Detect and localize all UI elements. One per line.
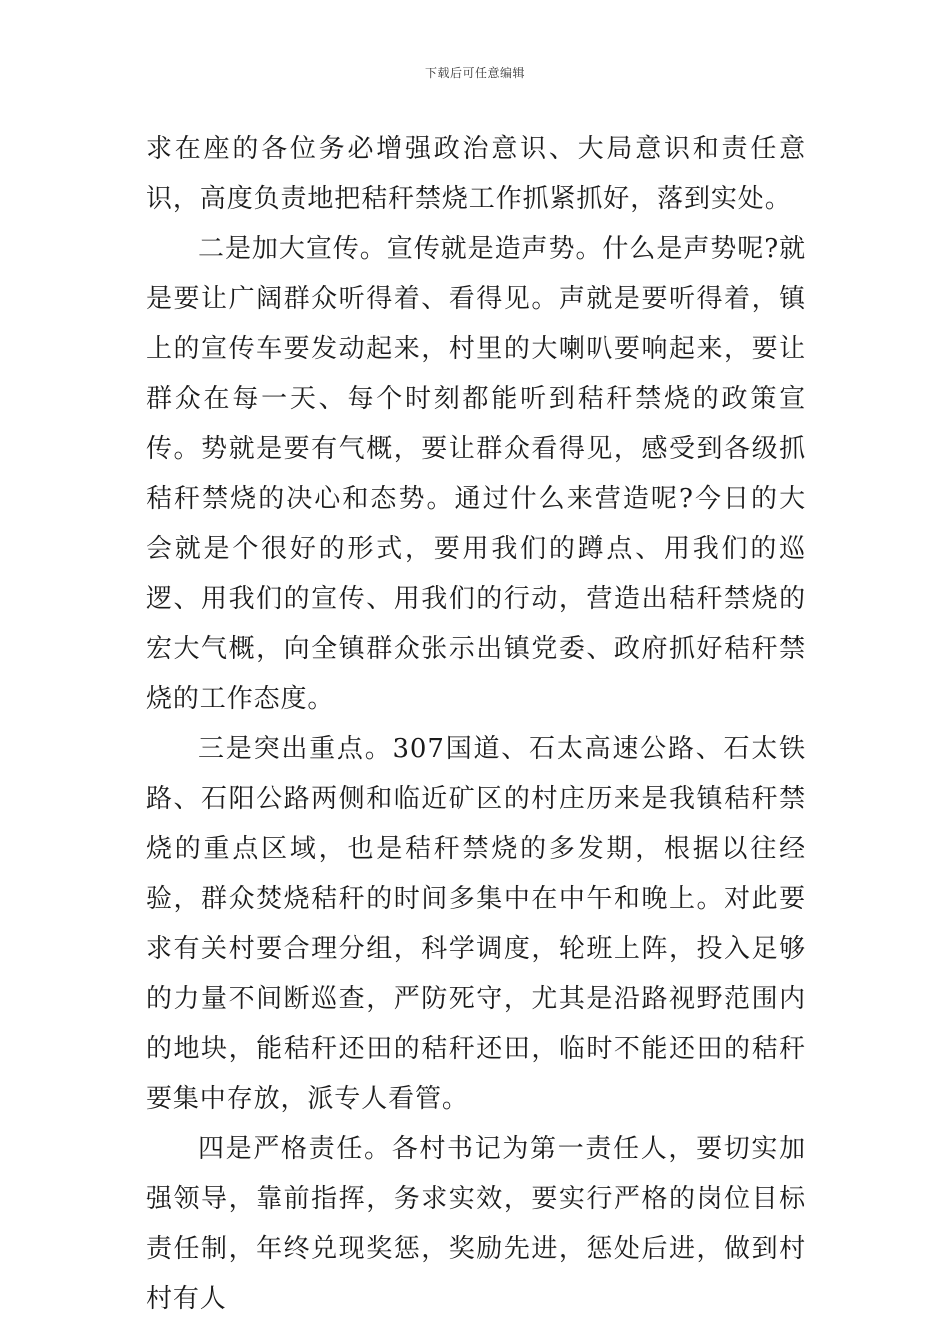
paragraph-responsibility: 四是严格责任。各村书记为第一责任人，要切实加强领导，靠前指挥，务求实效，要实行严格的岗位目标责任制，年终兑现奖惩，奖励先进，惩处后进，做到村村有人 (146, 1134, 806, 1314)
document-body (146, 124, 806, 1324)
paragraph-continuation: 求在座的各位务必增强政治意识、大局意识和责任意识，高度负责地把秸秆禁烧工作抓紧抓好，落到实处。 (146, 134, 806, 214)
page-header-note: 下载后可任意编辑 (424, 66, 525, 80)
paragraph-publicity: 二是加大宣传。宣传就是造声势。什么是声势呢?就是要让广阔群众听得着、看得见。声就是要听得着，镇上的宣传车要发动起来，村里的大喇叭要响起来，要让群众在每一天、每个时刻都能听到秸秆禁烧的政策宣传。势就是要有气概，要让群众看得见，感受到各级抓秸秆禁烧的决心和态势。通过什么来营造呢?今日的大会就是个很好的形式，要用我们的蹲点、用我们的巡逻、用我们的宣传、用我们的行动，营造出秸秆禁烧的宏大气概，向全镇群众张示出镇党委、政府抓好秸秆禁烧的工作态度。 (146, 234, 806, 714)
paragraph-key-areas: 三是突出重点。307国道、石太高速公路、石太铁路、石阳公路两侧和临近矿区的村庄历来是我镇秸秆禁烧的重点区域，也是秸秆禁烧的多发期，根据以往经验，群众焚烧秸秆的时间多集中在中午和晚上。对此要求有关村要合理分组，科学调度，轮班上阵，投入足够的力量不间断巡查，严防死守，尤其是沿路视野范围内的地块，能秸秆还田的秸秆还田，临时不能还田的秸秆要集中存放，派专人看管。 (146, 734, 806, 1114)
